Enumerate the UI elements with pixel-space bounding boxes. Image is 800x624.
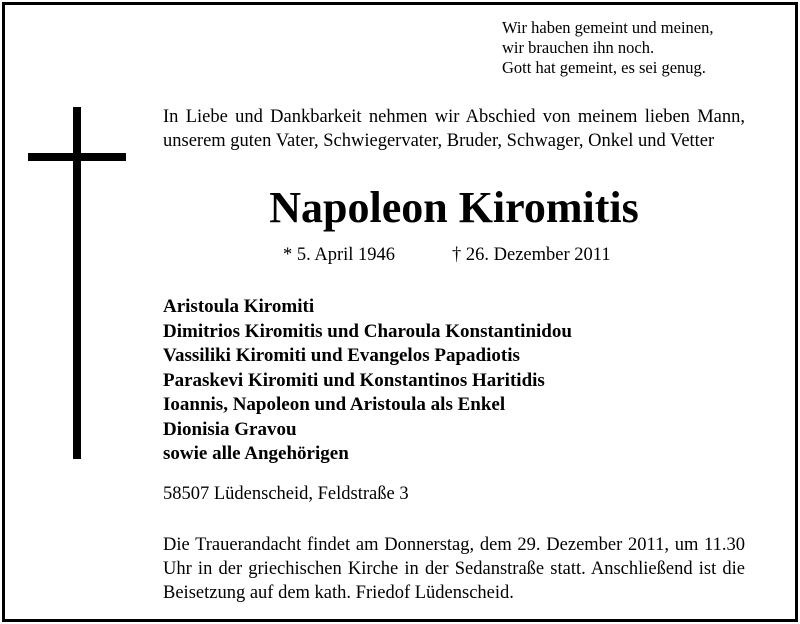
motto-line: Gott hat gemeint, es sei genug. (502, 58, 706, 77)
motto-line: Wir haben gemeint und meinen, (502, 18, 714, 37)
motto (502, 18, 762, 78)
mourner-line: Vassiliki Kiromiti und Evangelos Papadiotis (163, 345, 520, 366)
mourner-line: Ioannis, Napoleon und Aristoula als Enkel (163, 394, 506, 415)
motto-line: wir brauchen ihn noch. (502, 38, 655, 57)
service-notice: Die Trauerandacht findet am Donnerstag, dem 29. Dezember 2011, um 11.30 Uhr in der griechischen Kirche in der Sedanstraße statt. Anschließend ist die Beisetzung auf dem kath. Friedof Lüdenscheid. (163, 535, 745, 603)
mourner-line: Dimitrios Kiromitis und Charoula Konstantinidou (163, 320, 572, 342)
death-date: † 26. Dezember 2011 (452, 245, 611, 265)
mourners-list (163, 295, 763, 467)
intro-text: In Liebe und Dankbarkeit nehmen wir Abschied von meinem lieben Mann, unserem guten Vater, Schwiegervater, Bruder, Schwager, Onkel und Vetter (163, 107, 745, 151)
mourner-line: Aristoula Kiromiti (163, 296, 315, 317)
life-dates (0, 243, 800, 267)
family-address: 58507 Lüdenscheid, Feldstraße 3 (163, 484, 409, 504)
mourner-line: Dionisia Gravou (163, 418, 297, 440)
cross-icon-bar (28, 153, 126, 161)
birth-date: * 5. April 1946 (283, 245, 396, 265)
mourner-line: Paraskevi Kiromiti und Konstantinos Haritidis (163, 369, 545, 391)
mourner-line: sowie alle Angehörigen (163, 443, 349, 464)
deceased-name: Napoleon Kiromitis (269, 183, 639, 232)
